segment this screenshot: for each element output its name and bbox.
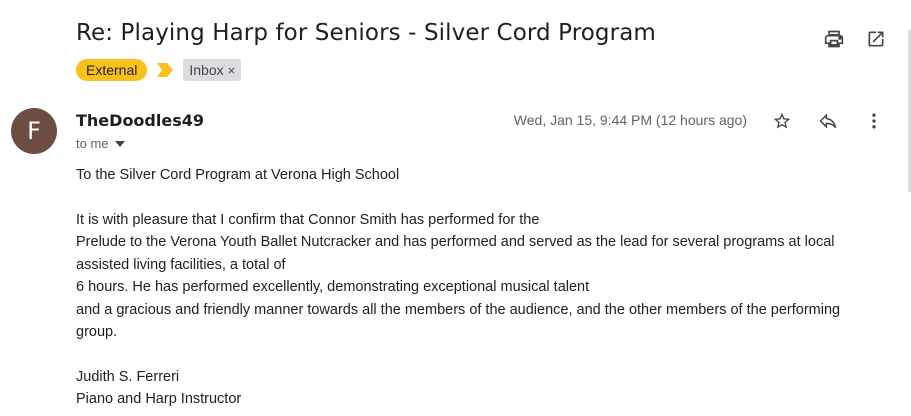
message-actions [771,110,885,132]
sender-name[interactable]: TheDoodles49 [76,111,204,130]
email-date: Wed, Jan 15, 9:44 PM (12 hours ago) [513,112,747,128]
email-body [76,164,876,411]
label-row [76,59,241,81]
reply-icon[interactable] [817,110,839,132]
signature-title: Piano and Harp Instructor [76,391,242,407]
star-icon[interactable] [771,110,793,132]
spacer [76,344,876,366]
body-line: It is with pleasure that I confirm that Connor Smith has performed for the [76,211,540,228]
recipient-text: to me [76,136,109,151]
inbox-label [183,59,241,81]
body-line: 6 hours. He has performed excellently, demonstrating exceptional musical talent [76,279,590,295]
greeting: To the Silver Cord Program at Verona High School [76,167,400,183]
subject-row [76,20,876,56]
body-line: Prelude to the Verona Youth Ballet Nutcracker and has performed and served as the lead for several programs at local assisted living facilities, a total of [76,234,835,273]
body-line: and a gracious and friendly manner towards all the members of the audience, and the other members of the performing group. [76,301,841,340]
dropdown-arrow-icon [115,141,125,147]
more-vertical-icon[interactable] [863,110,885,132]
signature-name: Judith S. Ferreri [76,368,180,385]
email-subject: Re: Playing Harp for Seniors - Silver Cord Program [76,20,656,46]
external-label: External [76,59,147,81]
open-in-new-window-icon[interactable] [865,28,887,50]
avatar[interactable]: F [11,108,57,154]
inbox-label-text: Inbox [189,62,224,78]
thread-actions [823,28,887,50]
remove-label-icon[interactable]: × [227,62,236,78]
importance-marker-icon[interactable] [157,63,173,77]
spacer [76,187,876,209]
recipient-details-toggle[interactable] [76,136,125,151]
print-icon[interactable] [823,28,845,50]
